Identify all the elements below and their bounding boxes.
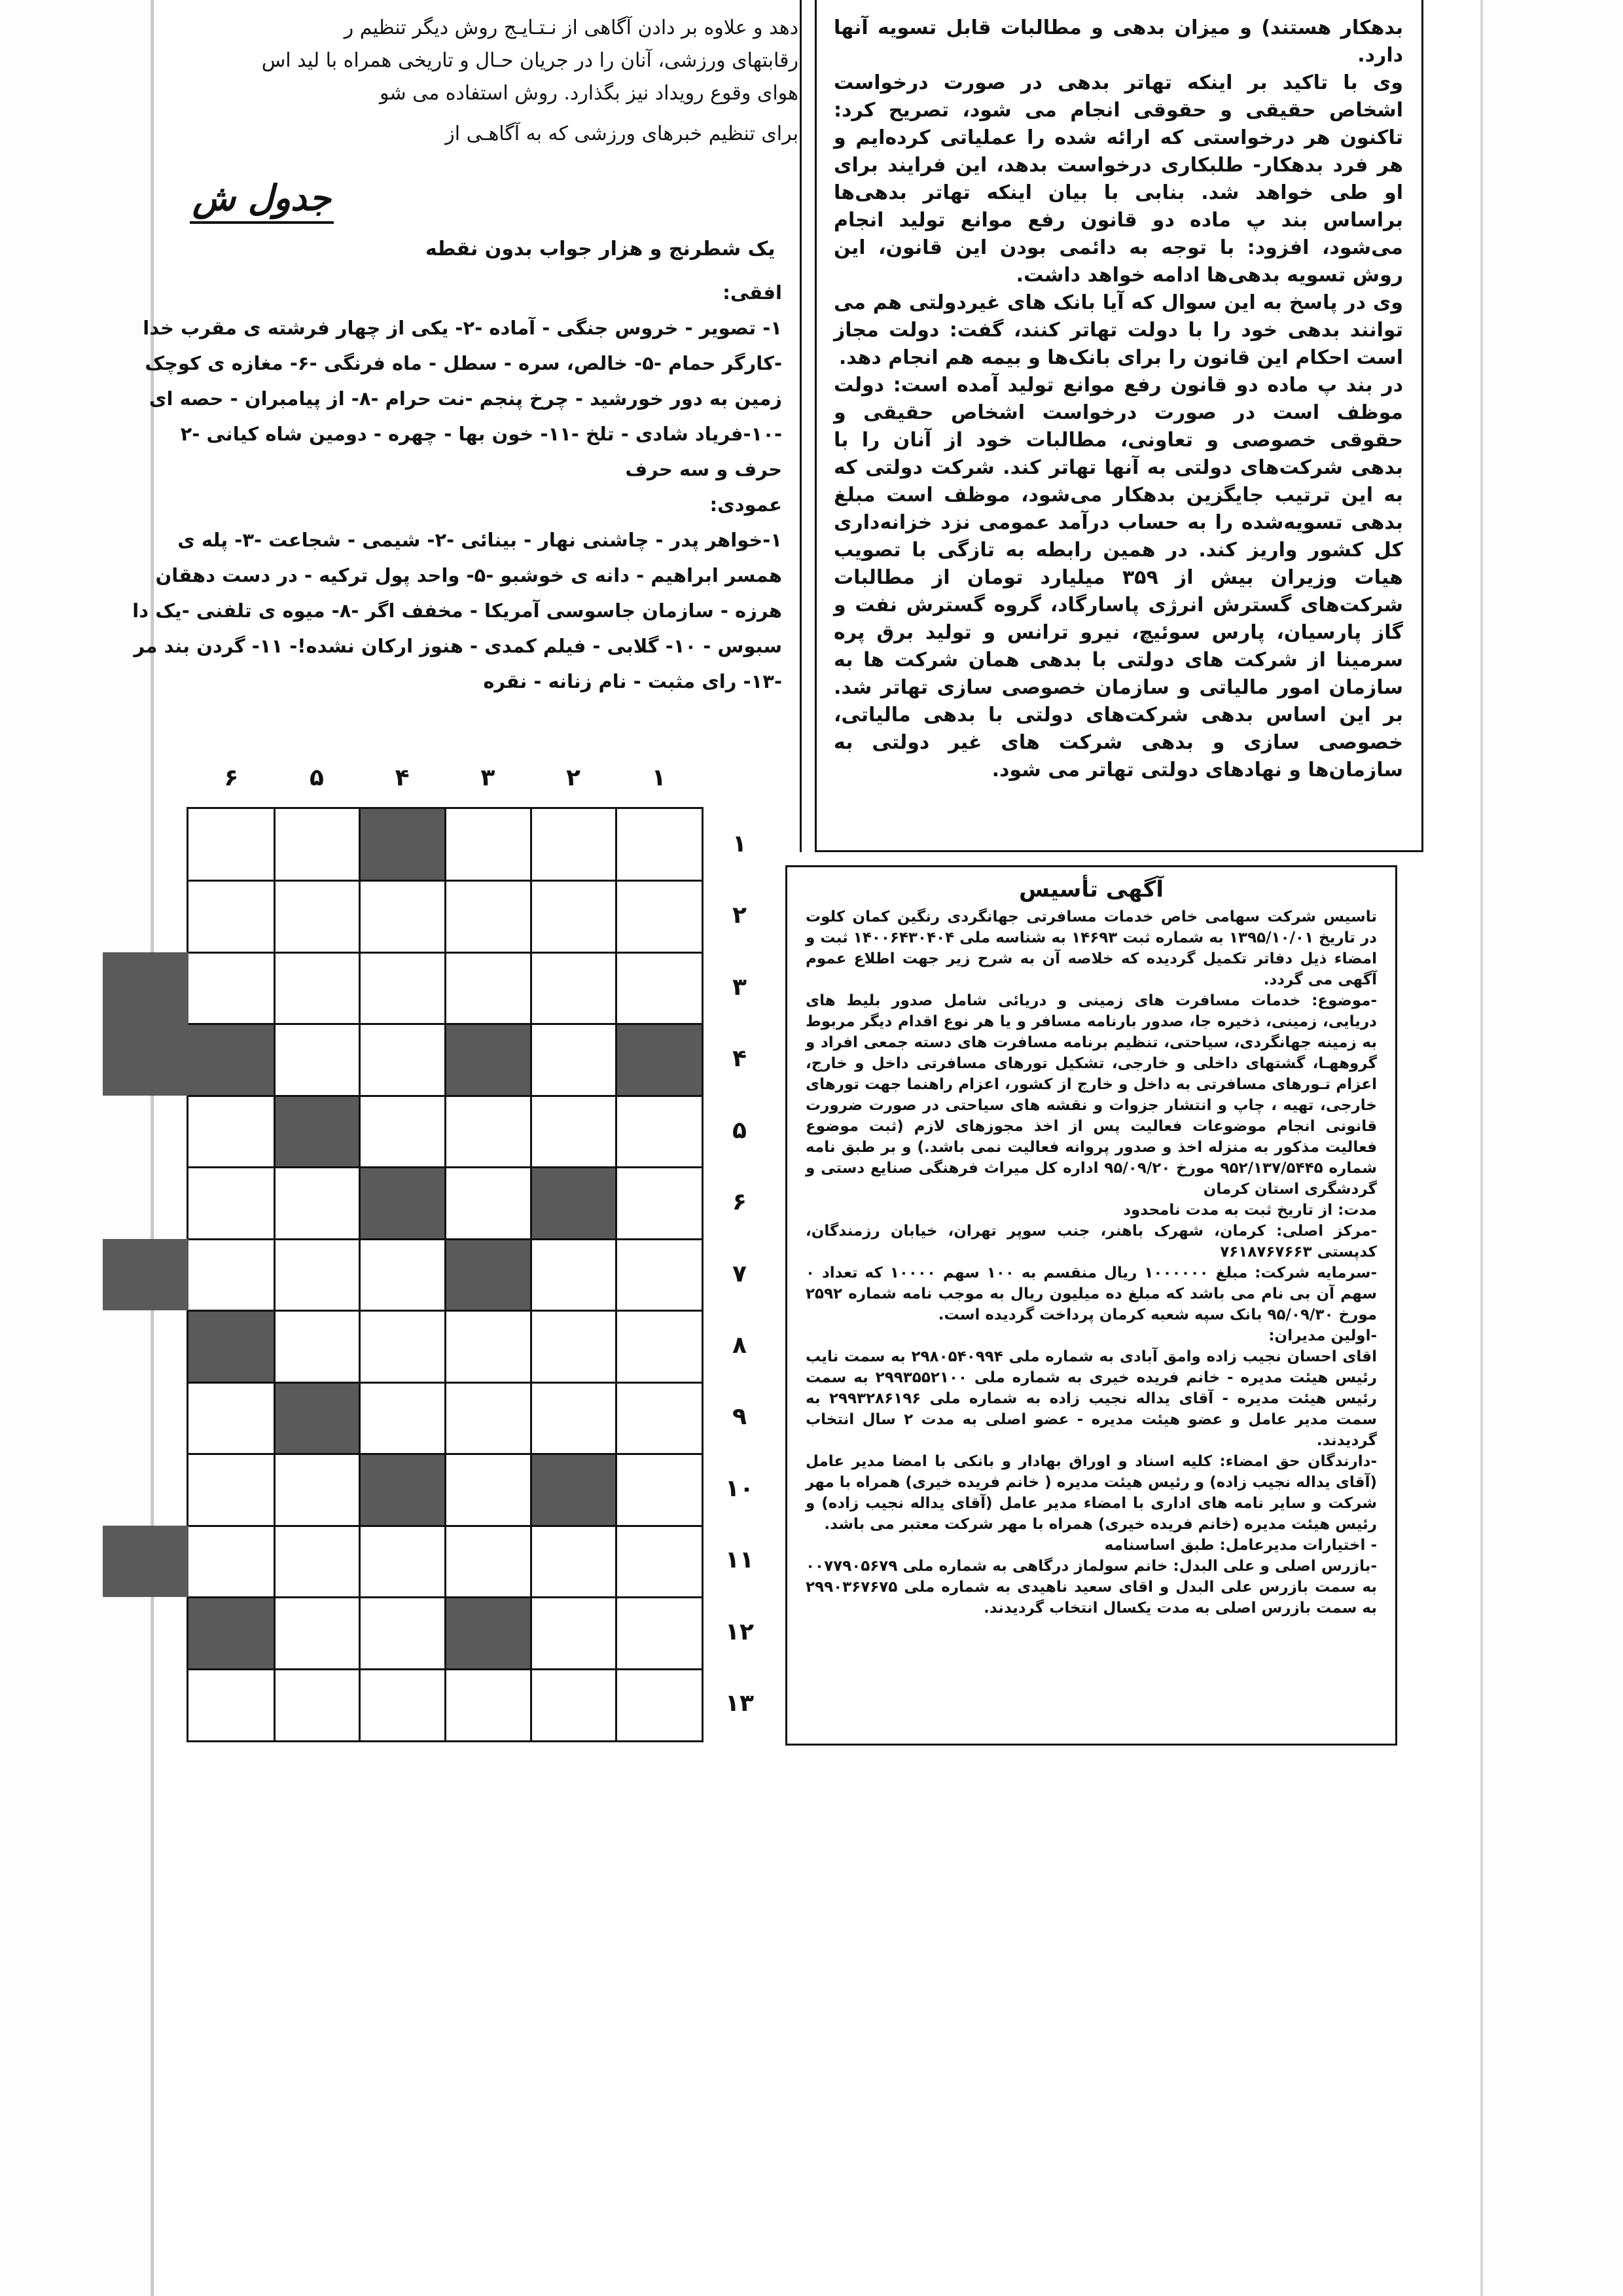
- black-cell: [103, 1526, 188, 1597]
- snippet-line: دهد و علاوه بر دادن آگاهی از نـتـایـج روش دیگر تنظیم ر: [344, 16, 798, 39]
- row-number: ۶: [732, 1189, 747, 1216]
- row-number: ۱۲: [725, 1618, 754, 1645]
- grid-line: [274, 809, 276, 1740]
- grid-line: [188, 1668, 702, 1670]
- row-number: ۹: [732, 1403, 747, 1431]
- grid-line: [188, 1453, 702, 1455]
- row-number: ۲: [732, 902, 747, 929]
- page-edge-right: [1480, 0, 1483, 2296]
- notice-paragraph: اقای احسان نجیب زاده وامق آبادی به شماره ملی ۲۹۸۰۵۴۰۹۹۴ به سمت نایب رئیس هیئت مدیره - خانم فریده خیری به شماره ملی ۲۹۹۳۵۵۲۱۰۰ به سمت رئیس هیئت مدیره - آقای یداله نجیب زاده به شماره ملی ۲۹۹۳۲۸۶۱۹۶ به سمت مدیر عامل و عضو هیئت مدیره - عضو اصلی به مدت ۲ سال انتخاب گردیدند.: [806, 1348, 1377, 1449]
- registration-notice: [785, 865, 1397, 1746]
- notice-paragraph: -اولین مدیران:: [1268, 1327, 1377, 1344]
- row-number: ۸: [732, 1331, 747, 1359]
- black-cell: [445, 1024, 531, 1095]
- clue-line: -۱۳- رای مثبت - نام زنانه - نقره: [483, 670, 782, 692]
- notice-paragraph: -دارندگان حق امضاء: کلیه اسناد و اوراق بهادار و بانکی با امضا مدیر عامل (آقای یداله نجیب زاده) و رئیس هیئت مدیره ( خانم فریده خیری) همراه با مهر شرکت و سایر نامه های اداری با امضاء مدیر عامل (آقای یداله نجیب زاده) و رئیس هیئت مدیره (خانم فریده خیری) همراه با مهر شرکت معتبر می باشد.: [806, 1453, 1377, 1533]
- column-number: ۴: [395, 764, 410, 791]
- notice-paragraph: -بازرس اصلی و علی البدل: خانم سولماز درگاهی به شماره ملی ۰۰۷۷۹۰۵۶۷۹ به سمت بازرس علی البدل و اقای سعید ناهیدی به شماره ملی ۲۹۹۰۳۶۷۶۷۵ به سمت بازرس اصلی به مدت یکسال انتخاب گردیدند.: [806, 1558, 1377, 1617]
- black-cell: [103, 1024, 188, 1095]
- grid-line: [188, 880, 702, 882]
- row-number: ۱۱: [725, 1547, 754, 1574]
- black-cell: [531, 1454, 616, 1525]
- article-paragraph: در بند پ ماده دو قانون رفع موانع تولید آمده است: دولت موظف است در صورت درخواست اشخاص حقیقی و حقوقی خصوصی و تعاونی، مطالبات خود از آنان را با بدهی شرکت‌های دولتی به آنها تهاتر کند. شرکت دولتی که به این ترتیب جایگزین بدهکار می‌شود، موظف است مبلغ بدهی تسویه‌شده را به حساب درآمد عمومی نزد خزانه‌داری کل کشور واریز کند. در همین رابطه به تازگی با تصویب هیات وزیران بیش از ۳۵۹ میلیارد تومان از مطالبات شرکت‌های گسترش انرژی پاسارگاد، گروه گسترش نفت و گاز پارسیان، پارس سوئیچ، نیرو ترانس و تولید برق پره سرمینا از شرکت های دولتی با بدهی همان شرکت ها به سازمان امور مالیاتی و سازمان خصوصی سازی تهاتر شد. بر این اساس بدهی شرکت‌های دولتی با بدهی مالیاتی، خصوصی سازی و بدهی شرکت های غیر دولتی به سازمان‌ها و نهادهای دولتی تهاتر می شود.: [834, 374, 1403, 781]
- clue-line: همسر ابراهیم - دانه ی خوشبو -۵- واحد پول ترکیه - در دست دهقان: [155, 564, 782, 586]
- notice-title: آگهی تأسیس: [1018, 876, 1164, 903]
- article-paragraph: وی در پاسخ به این سوال که آیا بانک های غیردولتی هم می توانند بدهی خود را با دولت تهاتر کنند، گفت: دولت مجاز است احکام این قانون را برای بانک‌ها و بیمه هم انجام دهد.: [834, 291, 1403, 369]
- grid-line: [359, 809, 361, 1740]
- column-number: ۲: [566, 764, 580, 791]
- column-number: ۵: [310, 764, 324, 791]
- black-cell: [188, 1597, 274, 1668]
- row-number: ۵: [732, 1117, 747, 1144]
- row-number: ۱۰: [725, 1475, 754, 1502]
- column-number: ۶: [224, 764, 239, 791]
- grid-line: [615, 809, 617, 1740]
- notice-paragraph: تاسیس شرکت سهامی خاص خدمات مسافرتی جهانگردی رنگین کمان کلوت در تاریخ ۱۳۹۵/۱۰/۰۱ به شماره ثبت ۱۴۶۹۳ به شناسه ملی ۱۴۰۰۶۴۳۰۴۰۴ ثبت و امضاء ذیل دفاتر تکمیل گردیده که خلاصه آن به شرح زیر جهت اطلاع عموم آگهی می گردد.: [806, 908, 1377, 988]
- notice-paragraph: -سرمایه شرکت: مبلغ ۱۰۰۰۰۰۰ ریال منقسم به ۱۰۰ سهم ۱۰۰۰۰ که تعداد ۰ سهم آن بی نام می باشد که مبلغ ده میلیون ریال به موجب نامه شماره ۲۵۹۲ مورخ ۹۵/۰۹/۳۰ بانک سپه شعبه کرمان پرداخت گردیده است.: [806, 1265, 1378, 1323]
- clue-line: -کارگر حمام -۵- خالص، سره - سطل - ماه فرنگی -۶- مغازه ی کوچک: [145, 352, 782, 374]
- clue-heading-across: افقی:: [722, 281, 782, 304]
- column-divider: [800, 0, 802, 852]
- black-cell: [359, 1167, 445, 1238]
- grid-line: [188, 1095, 702, 1097]
- black-cell: [616, 1024, 702, 1095]
- grid-line: [444, 809, 446, 1740]
- clue-line: ۱- تصویر - خروس جنگی - آماده -۲- یکی از چهار فرشته ی مقرب خدا: [143, 317, 782, 339]
- clue-line: ۱-خواهر پدر - چاشنی نهار - بینائی -۲- شیمی - شجاعت -۳- پله ی: [177, 529, 782, 551]
- crossword-grid: [187, 807, 704, 1742]
- row-number: ۱: [732, 830, 747, 857]
- black-cell: [274, 1382, 360, 1454]
- black-cell: [103, 952, 188, 1024]
- article-paragraph: بدهکار هستند) و میزان بدهی و مطالبات قابل تسویه آنها دارد.: [834, 16, 1403, 67]
- row-number: ۳: [732, 973, 747, 1001]
- grid-line: [188, 1310, 702, 1312]
- notice-paragraph: مدت: از تاریخ ثبت به مدت نامحدود: [1123, 1202, 1377, 1219]
- clue-line: سبوس - ۱۰- گلابی - فیلم کمدی - هنوز ارکان نشده!- ۱۱- گردن بند مر: [134, 635, 782, 657]
- article-paragraph: وی با تاکید بر اینکه تهاتر بدهی در صورت درخواست اشخاص حقیقی و حقوقی انجام می شود، تصریح کرد: تاکنون هر درخواستی که ارائه شده را عملیاتی کرده‌ایم و هر فرد بدهکار- طلبکاری درخواست بدهد، این فرایند برای او طی خواهد شد. بنابی با بیان اینکه تهاتر بدهی‌ها براساس بند پ ماده دو قانون رفع موانع تولید انجام می‌شود، افزود: با توجه به دائمی بودن این قانون، این روش تسویه بدهی‌ها ادامه خواهد داشت.: [834, 71, 1403, 287]
- puzzle-title: جدول ش: [190, 177, 334, 224]
- grid-line: [188, 952, 702, 954]
- clue-line: -۱۰-فریاد شادی - تلخ -۱۱- خون بها - چهره - دومین شاه کیانی -۲: [180, 423, 782, 445]
- black-cell: [445, 1597, 531, 1668]
- black-cell: [103, 1239, 188, 1310]
- clue-line: هرزه - سازمان جاسوسی آمریکا - مخفف اگر -۸- میوه ی تلفنی -یک دا: [132, 600, 782, 622]
- snippet-line: برای تنظیم خبرهای ورزشی که به آگاهـی از: [445, 122, 798, 145]
- grid-line: [188, 1023, 702, 1025]
- grid-line: [188, 1596, 702, 1598]
- grid-line: [530, 809, 532, 1740]
- clue-line: زمین به دور خورشید - چرخ پنجم -نت حرام -۸- از پیامبران - حصه ای: [149, 387, 782, 410]
- clue-line: حرف و سه حرف: [625, 458, 782, 480]
- notice-paragraph: -مرکز اصلی: کرمان، شهرک باهنر، جنب سوپر تهران، خیابان رزمندگان، کدپستی ۷۶۱۸۷۶۷۶۶۳: [806, 1223, 1377, 1261]
- black-cell: [531, 1167, 616, 1238]
- black-cell: [445, 1239, 531, 1310]
- grid-line: [188, 1238, 702, 1240]
- black-cell: [359, 809, 445, 880]
- snippet-line: هوای وقوع رویداد نیز بگذارد. روش استفاده می شو: [380, 82, 798, 105]
- grid-line: [188, 1382, 702, 1384]
- notice-paragraph: -موضوع: خدمات مسافرت های زمینی و دریائی شامل صدور بلیط های دریایی، زمینی، ذخیره جا، صدور بارنامه مسافر و یا هر نوع اقدام دیگر مربوط به زمینه جهانگردی، سیاحتی، تنظیم برنامه مسافرت های دسته جمعی افراد و گروههـا، گشتهای داخلی و خارجی، تشکیل تورهای مسافرتی داخل و خارج، اعزام تـورهای مسافرتی به داخل و خارج از کشور، اعزام راهنما جهت تورهای خارجی، تهیه ، چاپ و انتشار جزوات و نقشه های سیاحتی در صورت ضرورت قانونی انجام موضوعات فعالیت پس از اخذ مجوزهای لازم (ثبت موضوع فعالیت مذکور به منزله اخذ و صدور پروانه فعالیت نمی باشد.) و بر طبق نامه شماره ۹۵۲/۱۳۷/۵۴۴۵ مورخ ۹۵/۰۹/۲۰ اداره کل میراث فرهنگی صنایع دستی و گردشگری استان کرمان: [806, 992, 1378, 1198]
- column-number: ۳: [480, 764, 495, 791]
- row-number: ۷: [732, 1260, 747, 1287]
- grid-line: [188, 1166, 702, 1168]
- puzzle-subtitle: یک شطرنج و هزار جواب بدون نقطه: [425, 238, 776, 260]
- notice-paragraph: - اختیارات مدیرعامل: طبق اساسنامه: [1104, 1537, 1377, 1554]
- black-cell: [359, 1454, 445, 1525]
- grid-line: [188, 1525, 702, 1527]
- snippet-line: رقابتهای ورزشی، آنان را در جریان حـال و تاریخی همراه با لید اس: [261, 49, 798, 72]
- black-cell: [274, 1096, 360, 1167]
- row-number: ۱۳: [725, 1690, 754, 1717]
- black-cell: [188, 1024, 274, 1095]
- clue-heading-down: عمودی:: [709, 493, 782, 516]
- black-cell: [188, 1310, 274, 1382]
- economic-article: [815, 0, 1423, 852]
- row-number: ۴: [732, 1045, 747, 1073]
- column-number: ۱: [651, 764, 666, 791]
